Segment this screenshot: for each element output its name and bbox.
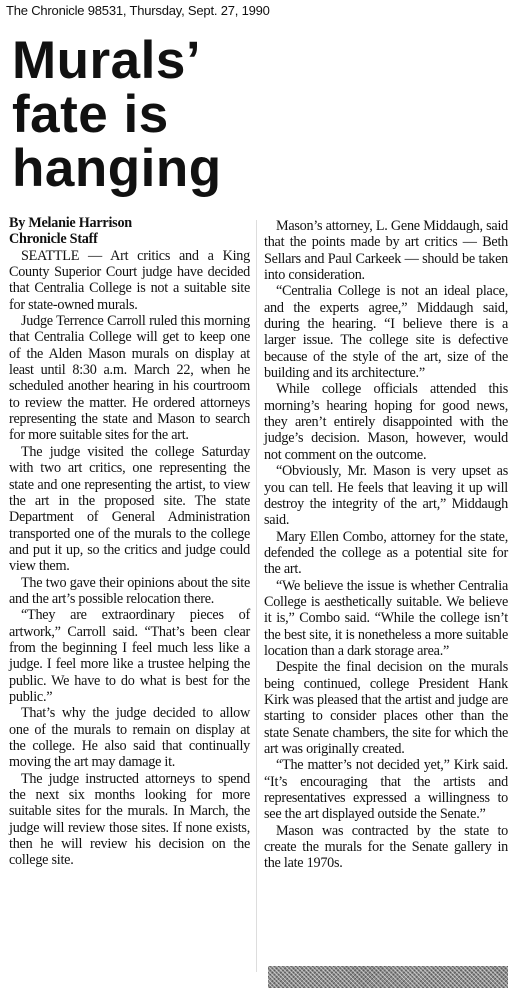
paragraph: Despite the final decision on the murals being continued, college President Hank Kirk was pleased that the artist and judge are starting to consider places other than the state Senate chambers, the site for which the art was originally created. <box>264 659 508 757</box>
headline-line-1: Murals’ <box>12 31 202 90</box>
paragraph: Mason’s attorney, L. Gene Middaugh, said that the points made by art critics — Beth Sellars and Paul Carkeek — should be taken into consideration. <box>264 218 508 284</box>
paragraph: Judge Terrence Carroll ruled this morning that Centralia College will get to keep one of the Alden Mason murals on display at least until 8:30 a.m. March 22, when he scheduled another hearing in his courtroom to review the matter. He ordered attorneys representing the state and Mason to search for more suitable sites for the art. <box>9 313 250 444</box>
paragraph: That’s why the judge decided to allow one of the murals to remain on display at the college. He also said that continually moving the art may damage it. <box>9 705 250 771</box>
paragraph: “The matter’s not decided yet,” Kirk said. “It’s encouraging that the artists and representatives expressed a willingness to see the art displayed outside the Senate.” <box>264 757 508 823</box>
halftone-strip <box>268 966 508 988</box>
paragraph: “We believe the issue is whether Centralia College is aesthetically suitable. We believe it is,” Combo said. “While the college isn’t the best site, it is nonetheless a more suitable location than a dark storage area.” <box>264 577 508 659</box>
paragraph: The two gave their opinions about the site and the art’s possible relocation there. <box>9 574 250 607</box>
article-left-column <box>9 215 250 869</box>
masthead: The Chronicle 98531, Thursday, Sept. 27, 1990 <box>6 3 270 18</box>
headline-line-2: fate is <box>12 85 169 144</box>
article-right-column <box>264 218 508 872</box>
headline <box>12 31 312 198</box>
paragraph: While college officials attended this morning’s hearing hoping for good news, they aren’t entirely disappointed with the judge’s decision. Mason, however, would not comment on the outcome. <box>264 381 508 463</box>
paragraph: SEATTLE — Art critics and a King County Superior Court judge have decided that Centralia College is not a suitable site for state-owned murals. <box>9 247 250 313</box>
byline-staff: Chronicle Staff <box>9 231 98 248</box>
headline-line-3: hanging <box>12 139 222 198</box>
paragraph: Mary Ellen Combo, attorney for the state, defended the college as a potential site for the art. <box>264 528 508 578</box>
paragraph: The judge instructed attorneys to spend the next six months looking for more suitable sites for the murals. In March, the judge will review those sites. If none exists, then he will review his decision on the college site. <box>9 770 250 869</box>
paragraph: “Centralia College is not an ideal place, and the experts agree,” Middaugh said, during the hearing. “I believe there is a larger issue. The college site is defective because of the style of the art, size of the building and its architecture.” <box>264 283 508 382</box>
byline-author: By Melanie Harrison <box>9 215 132 231</box>
column-divider <box>256 220 257 972</box>
paragraph: Mason was contracted by the state to create the murals for the Senate gallery in the late 1970s. <box>264 822 508 872</box>
paragraph: “Obviously, Mr. Mason is very upset as you can tell. He feels that leaving it up will destroy the integrity of the art,” Middaugh said. <box>264 463 508 529</box>
paragraph: The judge visited the college Saturday with two art critics, one representing the state and one representing the artist, to view the art in the proposed site. The state Department of General Administration transported one of the murals to the college and put it up, so the critics and judge could view them. <box>9 443 250 575</box>
paragraph: “They are extraordinary pieces of artwork,” Carroll said. “That’s been clear from the beginning I feel much less like a judge. I feel more like a trustee helping the public. We have to do what is best for the public.” <box>9 607 250 705</box>
